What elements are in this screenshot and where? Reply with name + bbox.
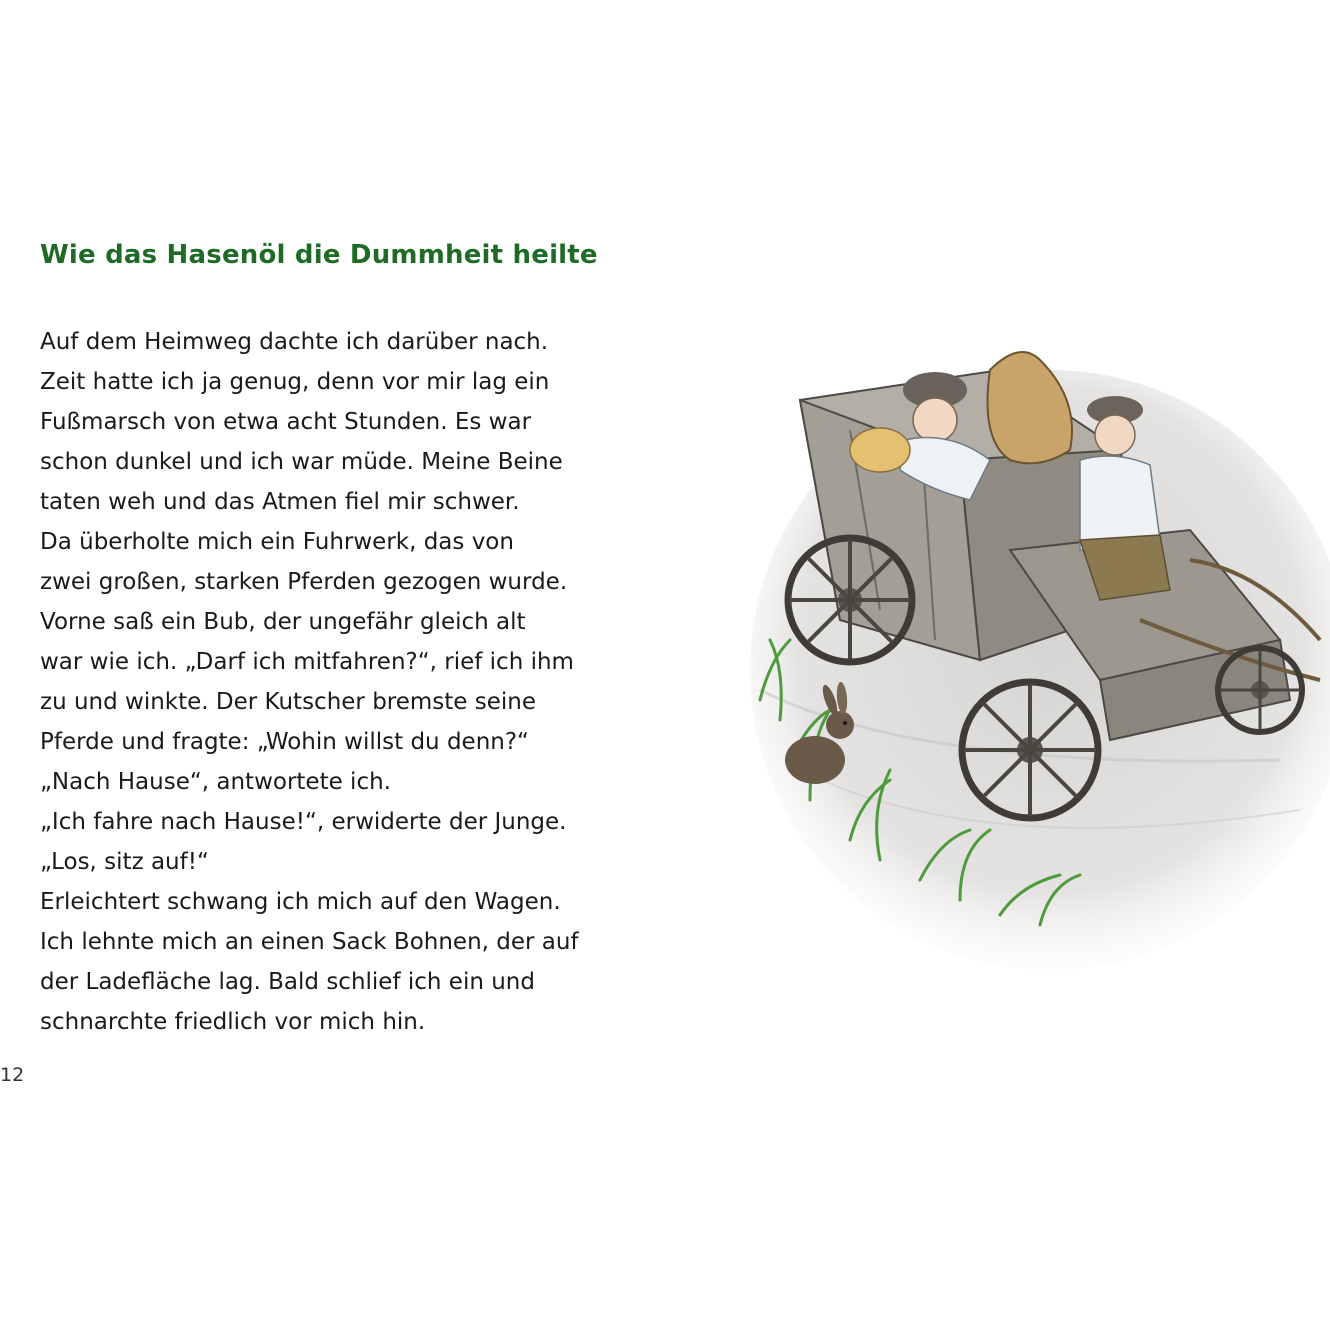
- story-line: taten weh und das Atmen fiel mir schwer.: [40, 489, 520, 515]
- story-line: „Ich fahre nach Hause!“, erwiderte der Junge.: [40, 809, 567, 835]
- story-title: Wie das Hasenöl die Dummheit heilte: [40, 240, 598, 270]
- story-line: Vorne saß ein Bub, der ungefähr gleich alt: [40, 609, 526, 635]
- story-line: der Ladefläche lag. Bald schlief ich ein und: [40, 969, 535, 995]
- story-line: schon dunkel und ich war müde. Meine Beine: [40, 449, 563, 475]
- wheel: [962, 682, 1098, 818]
- story-line: zu und winkte. Der Kutscher bremste seine: [40, 689, 537, 715]
- story-line: war wie ich. „Darf ich mitfahren?“, rief ich ihm: [40, 649, 574, 675]
- story-line: „Los, sitz auf!“: [40, 849, 209, 875]
- page-number: 12: [0, 1064, 25, 1086]
- sack: [988, 352, 1073, 463]
- story-line: zwei großen, starken Pferden gezogen wurde.: [40, 569, 568, 595]
- wheel: [1218, 648, 1302, 732]
- wheel: [788, 538, 912, 662]
- story-line: Fußmarsch von etwa acht Stunden. Es war: [40, 409, 532, 435]
- story-line: Zeit hatte ich ja genug, denn vor mir lag ein: [40, 369, 550, 395]
- story-line: Ich lehnte mich an einen Sack Bohnen, der auf: [40, 929, 579, 955]
- story-line: Pferde und fragte: „Wohin willst du denn?“: [40, 729, 529, 755]
- story-line: schnarchte friedlich vor mich hin.: [40, 1009, 426, 1035]
- story-line: Erleichtert schwang ich mich auf den Wagen.: [40, 889, 561, 915]
- story-line: Auf dem Heimweg dachte ich darüber nach.: [40, 329, 549, 355]
- wagon-illustration: [720, 340, 1330, 980]
- story-line: „Nach Hause“, antwortete ich.: [40, 769, 391, 795]
- story-text: [40, 322, 600, 1042]
- story-line: Da überholte mich ein Fuhrwerk, das von: [40, 529, 514, 555]
